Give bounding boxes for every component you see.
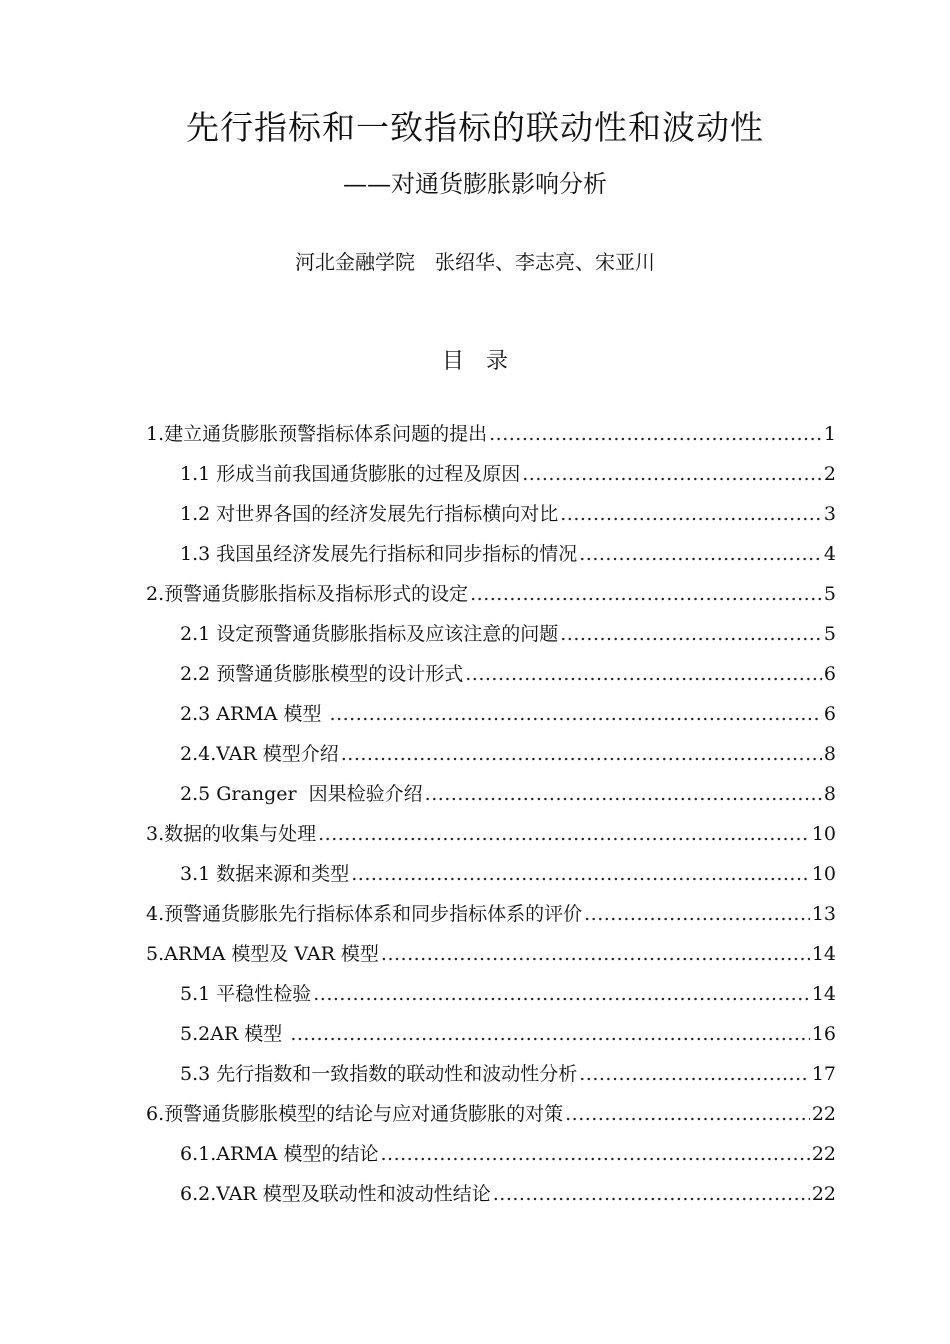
toc-entry-label: 5.ARMA 模型及 VAR 模型	[146, 943, 379, 965]
toc-dot-leader	[560, 498, 822, 530]
toc-entry-page: 3	[823, 503, 836, 525]
toc-dot-leader	[381, 1138, 810, 1170]
document-subtitle: ——对通货膨胀影响分析	[343, 170, 607, 198]
toc-entry-label: 6.2.VAR 模型及联动性和波动性结论	[180, 1183, 491, 1205]
toc-entry-page: 10	[811, 863, 836, 885]
toc-entry[interactable]	[146, 978, 836, 1018]
toc-entry-label: 5.1 平稳性检验	[180, 983, 312, 1005]
toc-entry-page: 13	[811, 903, 836, 925]
toc-entry-label: 2.5 Granger 因果检验介绍	[180, 783, 423, 805]
toc-entry-label: 1.1 形成当前我国通货膨胀的过程及原因	[180, 463, 521, 485]
toc-entry-page: 2	[823, 463, 836, 485]
toc-entry-label: 5.2AR 模型	[180, 1023, 289, 1045]
toc-dot-leader	[579, 1058, 810, 1090]
toc-dot-leader	[425, 778, 822, 810]
toc-entry[interactable]	[146, 1058, 836, 1098]
toc-entry[interactable]	[146, 858, 836, 898]
toc-entry-label: 2.2 预警通货膨胀模型的设计形式	[180, 663, 464, 685]
toc-entry-page: 14	[811, 943, 836, 965]
toc-entry[interactable]	[146, 1018, 836, 1058]
toc-entry-label: 1.3 我国虽经济发展先行指标和同步指标的情况	[180, 543, 578, 565]
toc-dot-leader	[565, 1098, 810, 1130]
toc-entry[interactable]	[146, 938, 836, 978]
toc-entry-page: 6	[823, 663, 836, 685]
toc-dot-leader	[351, 858, 810, 890]
toc-entry[interactable]	[146, 1178, 836, 1218]
toc-entry-label: 2.4.VAR 模型介绍	[180, 743, 339, 765]
toc-dot-leader	[341, 738, 822, 770]
toc-entry-label: 3.数据的收集与处理	[146, 823, 317, 845]
toc-entry-label: 5.3 先行指数和一致指数的联动性和波动性分析	[180, 1063, 578, 1085]
toc-entry-page: 14	[811, 983, 836, 1005]
toc-dot-leader	[493, 1178, 810, 1210]
toc-heading: 目 录	[441, 349, 508, 374]
toc-dot-leader	[290, 1018, 809, 1050]
toc-dot-leader	[318, 818, 810, 850]
toc-dot-leader	[330, 698, 822, 730]
toc-entry-page: 4	[823, 543, 836, 565]
toc-entry[interactable]	[146, 738, 836, 778]
toc-entry[interactable]	[146, 538, 836, 578]
toc-entry-page: 17	[811, 1063, 836, 1085]
toc-entry-page: 22	[811, 1183, 836, 1205]
toc-entry[interactable]	[146, 618, 836, 658]
toc-dot-leader	[470, 578, 822, 610]
toc-entry[interactable]	[146, 778, 836, 818]
toc-entry-label: 6.1.ARMA 模型的结论	[180, 1143, 379, 1165]
toc-entry-label: 6.预警通货膨胀模型的结论与应对通货膨胀的对策	[146, 1103, 564, 1125]
toc-entry-label: 3.1 数据来源和类型	[180, 863, 350, 885]
toc-entry-label: 4.预警通货膨胀先行指标体系和同步指标体系的评价	[146, 903, 583, 925]
toc-dot-leader	[579, 538, 822, 570]
toc-entry-label: 1.建立通货膨胀预警指标体系问题的提出	[146, 423, 488, 445]
toc-entry-page: 1	[823, 423, 836, 445]
toc-entry[interactable]	[146, 458, 836, 498]
document-title: 先行指标和一致指标的联动性和波动性	[186, 108, 764, 147]
toc-entry-page: 22	[811, 1103, 836, 1125]
toc-entry-label: 2.预警通货膨胀指标及指标形式的设定	[146, 583, 469, 605]
toc-dot-leader	[381, 938, 810, 970]
toc-entry[interactable]	[146, 498, 836, 538]
toc-entry-page: 8	[823, 783, 836, 805]
table-of-contents	[146, 418, 836, 1218]
toc-entry-page: 5	[823, 583, 836, 605]
toc-entry-page: 5	[823, 623, 836, 645]
toc-entry[interactable]	[146, 698, 836, 738]
toc-dot-leader	[584, 898, 810, 930]
toc-dot-leader	[522, 458, 822, 490]
toc-entry[interactable]	[146, 578, 836, 618]
toc-entry[interactable]	[146, 818, 836, 858]
toc-entry-page: 22	[811, 1143, 836, 1165]
toc-dot-leader	[313, 978, 810, 1010]
toc-entry-page: 8	[823, 743, 836, 765]
toc-entry-page: 6	[823, 703, 836, 725]
toc-entry[interactable]	[146, 1138, 836, 1178]
toc-dot-leader	[465, 658, 822, 690]
toc-dot-leader	[489, 418, 822, 450]
toc-entry-page: 16	[811, 1023, 836, 1045]
toc-entry-label: 2.3 ARMA 模型	[180, 703, 328, 725]
toc-entry[interactable]	[146, 658, 836, 698]
toc-entry-page: 10	[811, 823, 836, 845]
toc-entry-label: 2.1 设定预警通货膨胀指标及应该注意的问题	[180, 623, 559, 645]
author-affiliation: 河北金融学院 张绍华、李志亮、宋亚川	[295, 250, 655, 274]
toc-entry[interactable]	[146, 898, 836, 938]
toc-entry[interactable]	[146, 418, 836, 458]
toc-dot-leader	[560, 618, 822, 650]
toc-entry[interactable]	[146, 1098, 836, 1138]
toc-entry-label: 1.2 对世界各国的经济发展先行指标横向对比	[180, 503, 559, 525]
